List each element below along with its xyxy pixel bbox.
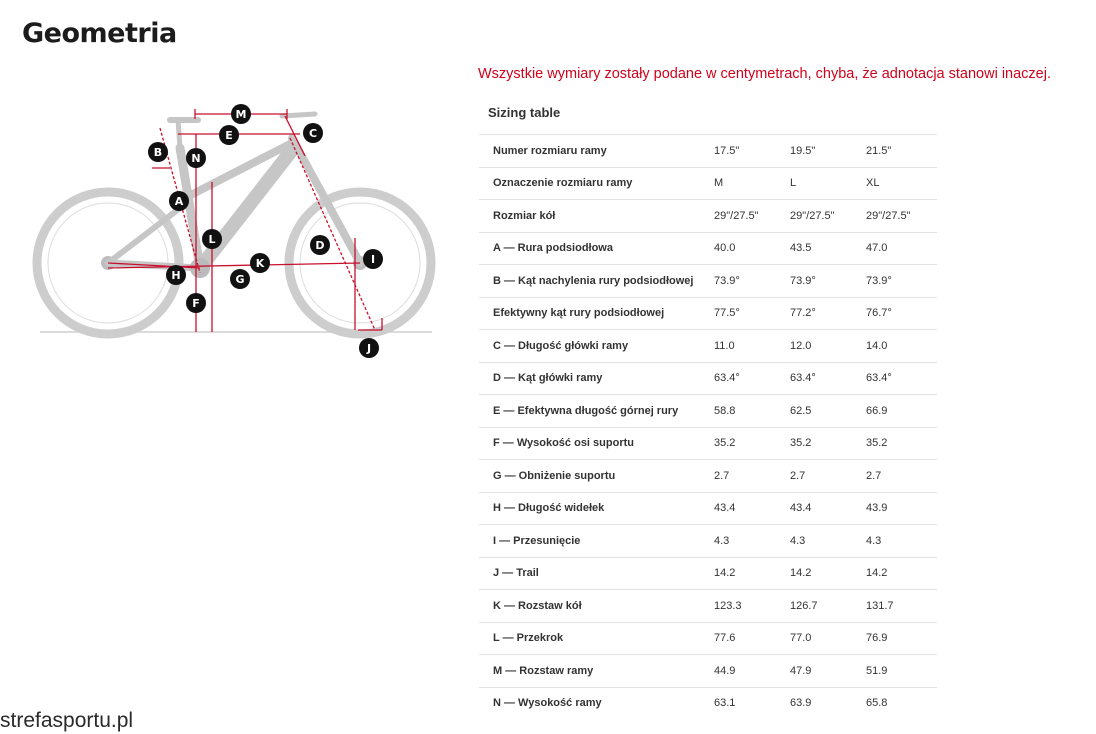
row-label: Numer rozmiaru ramy xyxy=(479,135,709,168)
row-value: 19.5" xyxy=(785,135,861,168)
row-value: 63.4° xyxy=(861,362,937,395)
row-value: 63.9 xyxy=(785,687,861,719)
row-value: 76.7° xyxy=(861,297,937,330)
row-label: Rozmiar kół xyxy=(479,200,709,233)
row-value: 2.7 xyxy=(861,460,937,493)
row-label: B — Kąt nachylenia rury podsiodłowej xyxy=(479,265,709,298)
row-value: 29"/27.5" xyxy=(785,200,861,233)
row-value: 47.9 xyxy=(785,655,861,688)
row-value: 73.9° xyxy=(861,265,937,298)
sizing-table-body xyxy=(479,135,937,720)
table-row xyxy=(479,167,937,200)
row-value: 58.8 xyxy=(709,395,785,428)
marker-m xyxy=(231,104,251,124)
sizing-table xyxy=(479,134,922,719)
row-value: 77.5° xyxy=(709,297,785,330)
table-row xyxy=(479,297,937,330)
svg-text:A: A xyxy=(174,195,184,208)
row-value: M xyxy=(709,167,785,200)
row-value: 35.2 xyxy=(709,427,785,460)
marker-b xyxy=(148,142,168,162)
row-value: 2.7 xyxy=(709,460,785,493)
row-label: A — Rura podsiodłowa xyxy=(479,232,709,265)
row-value: 43.9 xyxy=(861,492,937,525)
row-value: 65.8 xyxy=(861,687,937,719)
table-row xyxy=(479,232,937,265)
row-value: 29"/27.5" xyxy=(861,200,937,233)
row-value: 14.0 xyxy=(861,330,937,363)
row-value: 21.5" xyxy=(861,135,937,168)
marker-c xyxy=(303,123,323,143)
marker-a xyxy=(169,191,189,211)
row-value: 4.3 xyxy=(861,525,937,558)
page-title: Geometria xyxy=(22,18,177,49)
row-value: 63.4° xyxy=(785,362,861,395)
marker-f xyxy=(186,293,206,313)
svg-text:K: K xyxy=(255,257,265,270)
row-label: K — Rozstaw kół xyxy=(479,590,709,623)
row-value: 14.2 xyxy=(785,557,861,590)
row-value: 77.2° xyxy=(785,297,861,330)
row-value: L xyxy=(785,167,861,200)
svg-text:B: B xyxy=(153,146,163,159)
table-row xyxy=(479,265,937,298)
row-label: D — Kąt główki ramy xyxy=(479,362,709,395)
row-value: 17.5" xyxy=(709,135,785,168)
row-value: 14.2 xyxy=(861,557,937,590)
row-label: Oznaczenie rozmiaru ramy xyxy=(479,167,709,200)
row-value: 77.6 xyxy=(709,622,785,655)
row-value: 40.0 xyxy=(709,232,785,265)
svg-text:D: D xyxy=(315,239,325,252)
table-row xyxy=(479,460,937,493)
marker-e xyxy=(219,125,239,145)
row-value: 43.4 xyxy=(785,492,861,525)
row-label: J — Trail xyxy=(479,557,709,590)
table-row xyxy=(479,200,937,233)
row-value: 76.9 xyxy=(861,622,937,655)
row-label: N — Wysokość ramy xyxy=(479,687,709,719)
marker-l xyxy=(202,229,222,249)
row-value: 73.9° xyxy=(709,265,785,298)
row-value: 66.9 xyxy=(861,395,937,428)
table-row xyxy=(479,492,937,525)
row-value: 51.9 xyxy=(861,655,937,688)
svg-text:N: N xyxy=(191,152,201,165)
table-row xyxy=(479,330,937,363)
svg-text:F: F xyxy=(192,297,200,310)
svg-text:J: J xyxy=(366,342,372,355)
svg-text:I: I xyxy=(370,253,376,266)
row-value: 4.3 xyxy=(709,525,785,558)
row-value: 62.5 xyxy=(785,395,861,428)
marker-j xyxy=(359,338,379,358)
table-row xyxy=(479,655,937,688)
row-value: 4.3 xyxy=(785,525,861,558)
row-value: 63.1 xyxy=(709,687,785,719)
row-label: F — Wysokość osi suportu xyxy=(479,427,709,460)
row-value: 47.0 xyxy=(861,232,937,265)
bike-geometry-diagram xyxy=(30,98,450,368)
row-value: 123.3 xyxy=(709,590,785,623)
row-value: 29"/27.5" xyxy=(709,200,785,233)
row-value: 63.4° xyxy=(709,362,785,395)
row-label: L — Przekrok xyxy=(479,622,709,655)
row-value: 77.0 xyxy=(785,622,861,655)
table-row xyxy=(479,622,937,655)
table-row xyxy=(479,362,937,395)
row-label: I — Przesunięcie xyxy=(479,525,709,558)
svg-text:L: L xyxy=(208,233,216,246)
row-value: XL xyxy=(861,167,937,200)
svg-text:E: E xyxy=(225,129,233,142)
row-label: C — Długość główki ramy xyxy=(479,330,709,363)
table-row xyxy=(479,590,937,623)
row-value: 35.2 xyxy=(861,427,937,460)
table-row xyxy=(479,557,937,590)
row-value: 11.0 xyxy=(709,330,785,363)
marker-d xyxy=(310,235,330,255)
row-label: G — Obniżenie suportu xyxy=(479,460,709,493)
svg-text:C: C xyxy=(308,127,318,140)
table-row xyxy=(479,687,937,719)
marker-g xyxy=(230,269,250,289)
row-value: 44.9 xyxy=(709,655,785,688)
svg-text:G: G xyxy=(235,273,245,286)
row-value: 12.0 xyxy=(785,330,861,363)
row-value: 73.9° xyxy=(785,265,861,298)
row-label: H — Długość widełek xyxy=(479,492,709,525)
row-value: 43.5 xyxy=(785,232,861,265)
table-row xyxy=(479,427,937,460)
marker-h xyxy=(166,265,186,285)
row-value: 126.7 xyxy=(785,590,861,623)
row-value: 35.2 xyxy=(785,427,861,460)
sizing-table-title: Sizing table xyxy=(488,105,561,120)
table-row xyxy=(479,525,937,558)
watermark: strefasportu.pl xyxy=(0,709,134,732)
svg-text:M: M xyxy=(235,108,247,121)
marker-k xyxy=(250,253,270,273)
marker-i xyxy=(363,249,383,269)
row-label: M — Rozstaw ramy xyxy=(479,655,709,688)
table-row xyxy=(479,395,937,428)
row-label: E — Efektywna długość górnej rury xyxy=(479,395,709,428)
row-value: 2.7 xyxy=(785,460,861,493)
svg-text:H: H xyxy=(171,269,181,282)
row-label: Efektywny kąt rury podsiodłowej xyxy=(479,297,709,330)
table-row xyxy=(479,135,937,168)
row-value: 14.2 xyxy=(709,557,785,590)
units-note: Wszystkie wymiary zostały podane w centymetrach, chyba, że adnotacja stanowi inaczej. xyxy=(478,66,1051,82)
row-value: 43.4 xyxy=(709,492,785,525)
marker-n xyxy=(186,148,206,168)
row-value: 131.7 xyxy=(861,590,937,623)
